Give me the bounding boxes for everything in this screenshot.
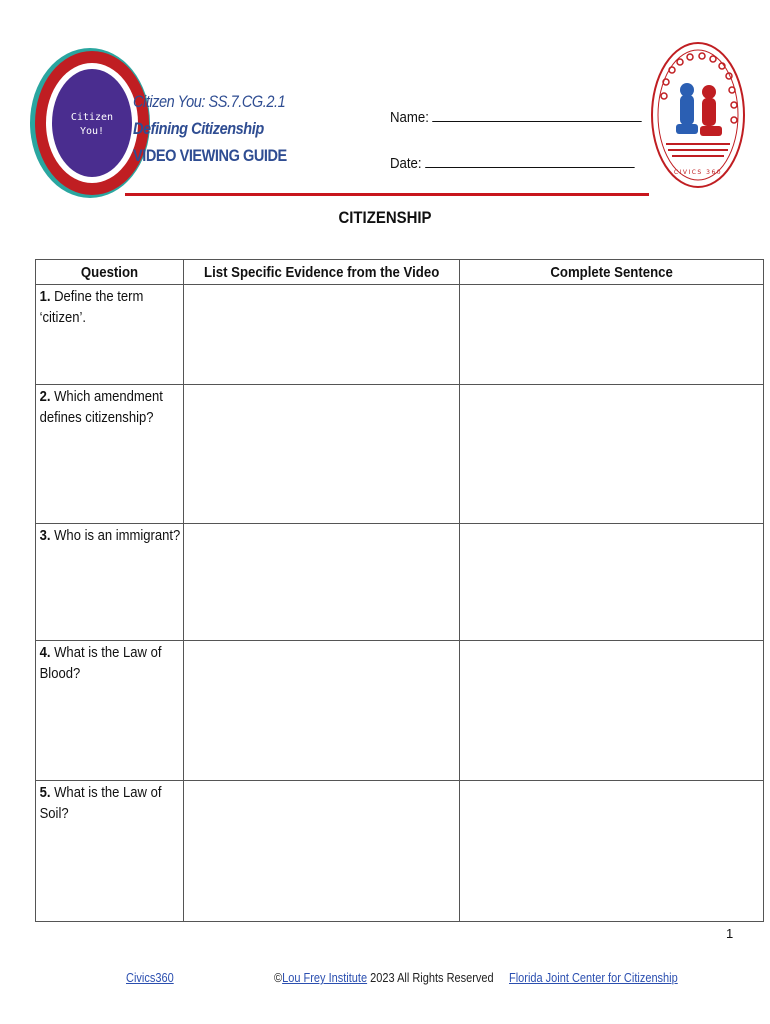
table-row [36,641,764,781]
question-number: 2. [39,389,51,405]
date-label: Date: [390,155,422,172]
copyright-suffix: 2023 All Rights Reserved [367,971,494,985]
question-cell [36,385,184,524]
question-cell [36,781,184,922]
question-number: 5. [39,785,51,801]
evidence-cell[interactable] [184,781,460,922]
viewing-guide-table [35,259,764,922]
question-number: 4. [39,645,51,661]
name-field-row [390,107,642,126]
footer-link-fjcc[interactable]: Florida Joint Center for Citizenship [509,971,678,985]
guide-title: VIDEO VIEWING GUIDE [133,147,287,165]
column-header-question: Question [36,260,184,285]
table-row [36,285,764,385]
date-field-row [390,153,635,172]
evidence-cell[interactable] [184,524,460,641]
question-text: Who is an immigrant? [54,528,181,544]
date-blank[interactable] [425,153,634,168]
logo-left-text-2: You! [79,126,105,137]
column-header-sentence: Complete Sentence [460,260,764,285]
sentence-cell[interactable] [460,781,764,922]
column-header-evidence: List Specific Evidence from the Video [184,260,460,285]
sentence-cell[interactable] [460,524,764,641]
logo-right-ring-text: CIVICS 360 [673,169,723,176]
name-label: Name: [390,109,429,126]
evidence-cell[interactable] [184,385,460,524]
question-number: 3. [39,528,51,544]
footer-link-civics360[interactable]: Civics360 [126,971,174,985]
table-header-row [36,260,764,285]
topic-title: Defining Citizenship [133,120,264,138]
question-number: 1. [39,289,51,305]
page-number: 1 [726,926,734,941]
evidence-cell[interactable] [184,285,460,385]
table-row [36,524,764,641]
table-row [36,385,764,524]
question-text: What is the Law of Blood? [39,645,162,682]
question-text: What is the Law of Soil? [39,785,162,822]
page-heading: CITIZENSHIP [338,208,432,227]
sentence-cell[interactable] [460,641,764,781]
sentence-cell[interactable] [460,385,764,524]
header-divider [125,193,649,196]
table-row [36,781,764,922]
question-cell [36,524,184,641]
logo-left-text-1: Citizen [70,112,114,123]
question-text: Define the term ‘citizen’. [39,289,144,326]
copyright-symbol: © [274,971,283,985]
question-text: Which amendment defines citizenship? [39,389,163,426]
series-title: Citizen You: SS.7.CG.2.1 [133,93,286,111]
name-blank[interactable] [432,107,641,122]
footer-link-lou-frey[interactable]: Lou Frey Institute [282,971,368,985]
question-cell [36,641,184,781]
civics360-logo [650,40,746,190]
footer-copyright [274,971,494,985]
question-cell [36,285,184,385]
sentence-cell[interactable] [460,285,764,385]
evidence-cell[interactable] [184,641,460,781]
